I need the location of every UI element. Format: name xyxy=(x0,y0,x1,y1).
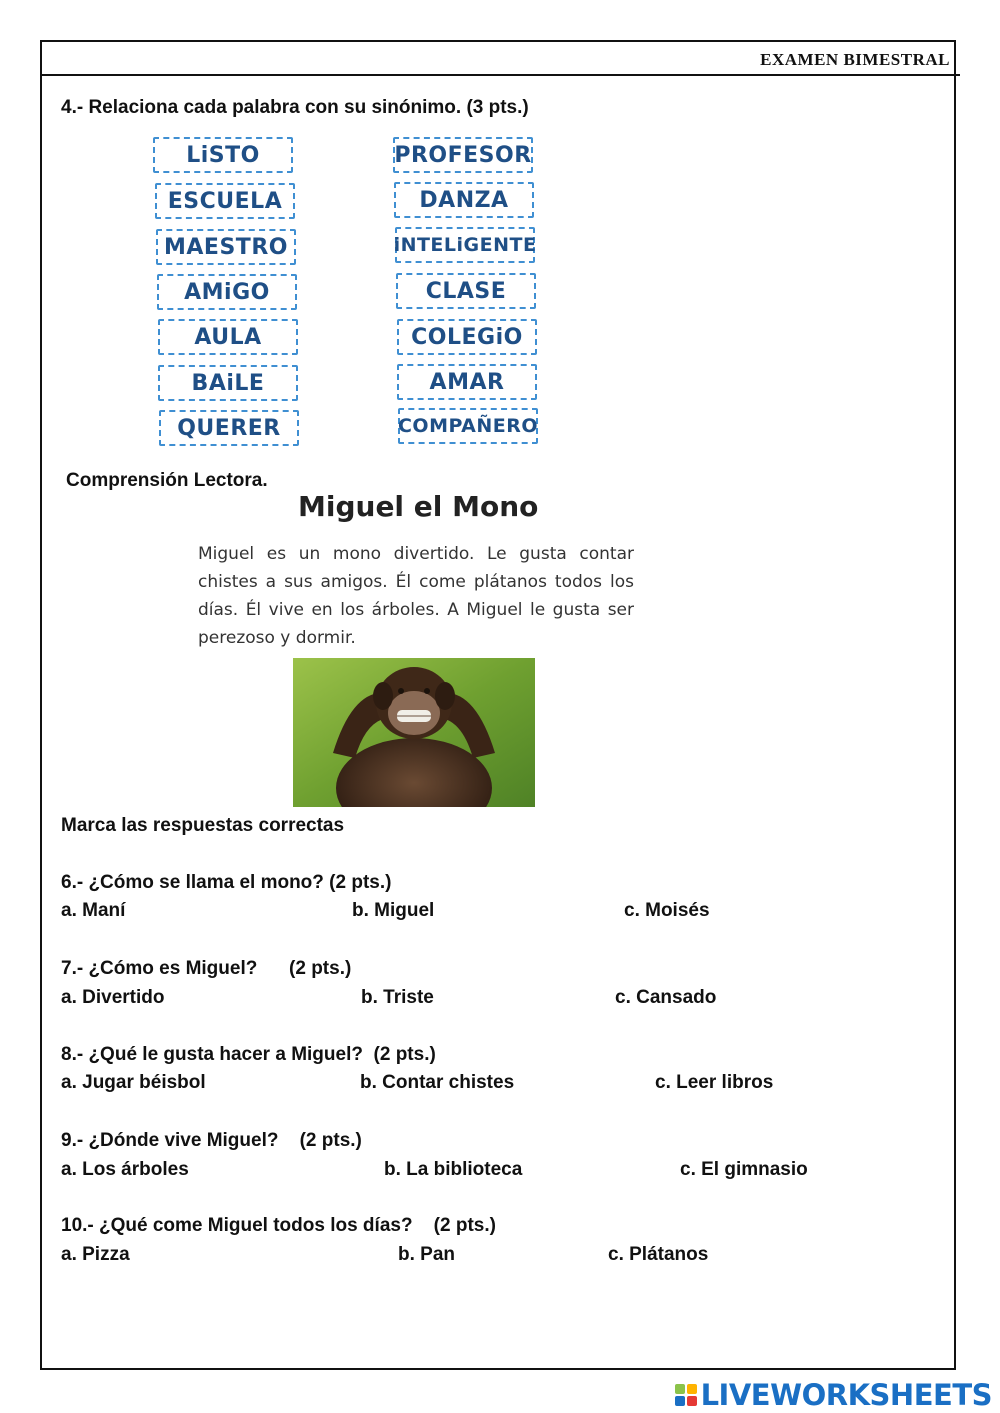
liveworksheets-logo[interactable] xyxy=(675,1378,992,1412)
right-word-5[interactable]: COLEGiO xyxy=(397,319,537,355)
right-word-1[interactable]: PROFESOR xyxy=(393,137,533,173)
right-word-4[interactable]: CLASE xyxy=(396,273,536,309)
q6-option-a[interactable]: a. Maní xyxy=(61,900,126,921)
q7-option-c[interactable]: c. Cansado xyxy=(615,987,717,1008)
left-word-6[interactable]: BAiLE xyxy=(158,365,298,401)
story-title: Miguel el Mono xyxy=(298,490,539,523)
logo-text: LIVEWORKSHEETS xyxy=(700,1378,992,1412)
q10-option-c[interactable]: c. Plátanos xyxy=(608,1244,709,1265)
story-text: Miguel es un mono divertido. Le gusta contar chistes a sus amigos. Él come plátanos todos los días. Él vive en los árboles. A Miguel le gusta ser perezoso y dormir. xyxy=(198,544,634,648)
q6-option-b[interactable]: b. Miguel xyxy=(352,900,435,921)
question-7: 7.- ¿Cómo es Miguel? (2 pts.) xyxy=(61,958,352,979)
question-9: 9.- ¿Dónde vive Miguel? (2 pts.) xyxy=(61,1130,362,1151)
right-word-6[interactable]: AMAR xyxy=(397,364,537,400)
left-word-2[interactable]: ESCUELA xyxy=(155,183,295,219)
right-word-3[interactable]: iNTELiGENTE xyxy=(395,227,535,263)
q9-option-a[interactable]: a. Los árboles xyxy=(61,1159,189,1180)
question-8: 8.- ¿Qué le gusta hacer a Miguel? (2 pts.) xyxy=(61,1044,436,1065)
left-word-4[interactable]: AMiGO xyxy=(157,274,297,310)
left-word-7[interactable]: QUERER xyxy=(159,410,299,446)
left-word-5[interactable]: AULA xyxy=(158,319,298,355)
exam-title: EXAMEN BIMESTRAL xyxy=(760,50,950,69)
section-4-title: 4.- Relaciona cada palabra con su sinónimo. (3 pts.) xyxy=(61,97,529,118)
answer-instruction: Marca las respuestas correctas xyxy=(61,815,345,836)
logo-grid-icon xyxy=(675,1384,697,1406)
q10-option-b[interactable]: b. Pan xyxy=(398,1244,456,1265)
q9-option-b[interactable]: b. La biblioteca xyxy=(384,1159,523,1180)
monkey-photo xyxy=(293,658,535,807)
right-word-2[interactable]: DANZA xyxy=(394,182,534,218)
q7-option-a[interactable]: a. Divertido xyxy=(61,987,165,1008)
left-word-3[interactable]: MAESTRO xyxy=(156,229,296,265)
q7-option-b[interactable]: b. Triste xyxy=(361,987,434,1008)
q9-option-c[interactable]: c. El gimnasio xyxy=(680,1159,808,1180)
right-word-7[interactable]: COMPAÑERO xyxy=(398,408,538,444)
q8-option-b[interactable]: b. Contar chistes xyxy=(360,1072,515,1093)
q8-option-a[interactable]: a. Jugar béisbol xyxy=(61,1072,206,1093)
left-word-1[interactable]: LiSTO xyxy=(153,137,293,173)
q8-option-c[interactable]: c. Leer libros xyxy=(655,1072,774,1093)
question-6: 6.- ¿Cómo se llama el mono? (2 pts.) xyxy=(61,872,392,893)
question-10: 10.- ¿Qué come Miguel todos los días? (2 pts.) xyxy=(61,1215,496,1236)
header-divider xyxy=(40,74,960,76)
q10-option-a[interactable]: a. Pizza xyxy=(61,1244,130,1265)
reading-heading: Comprensión Lectora. xyxy=(66,470,268,491)
q6-option-c[interactable]: c. Moisés xyxy=(624,900,710,921)
